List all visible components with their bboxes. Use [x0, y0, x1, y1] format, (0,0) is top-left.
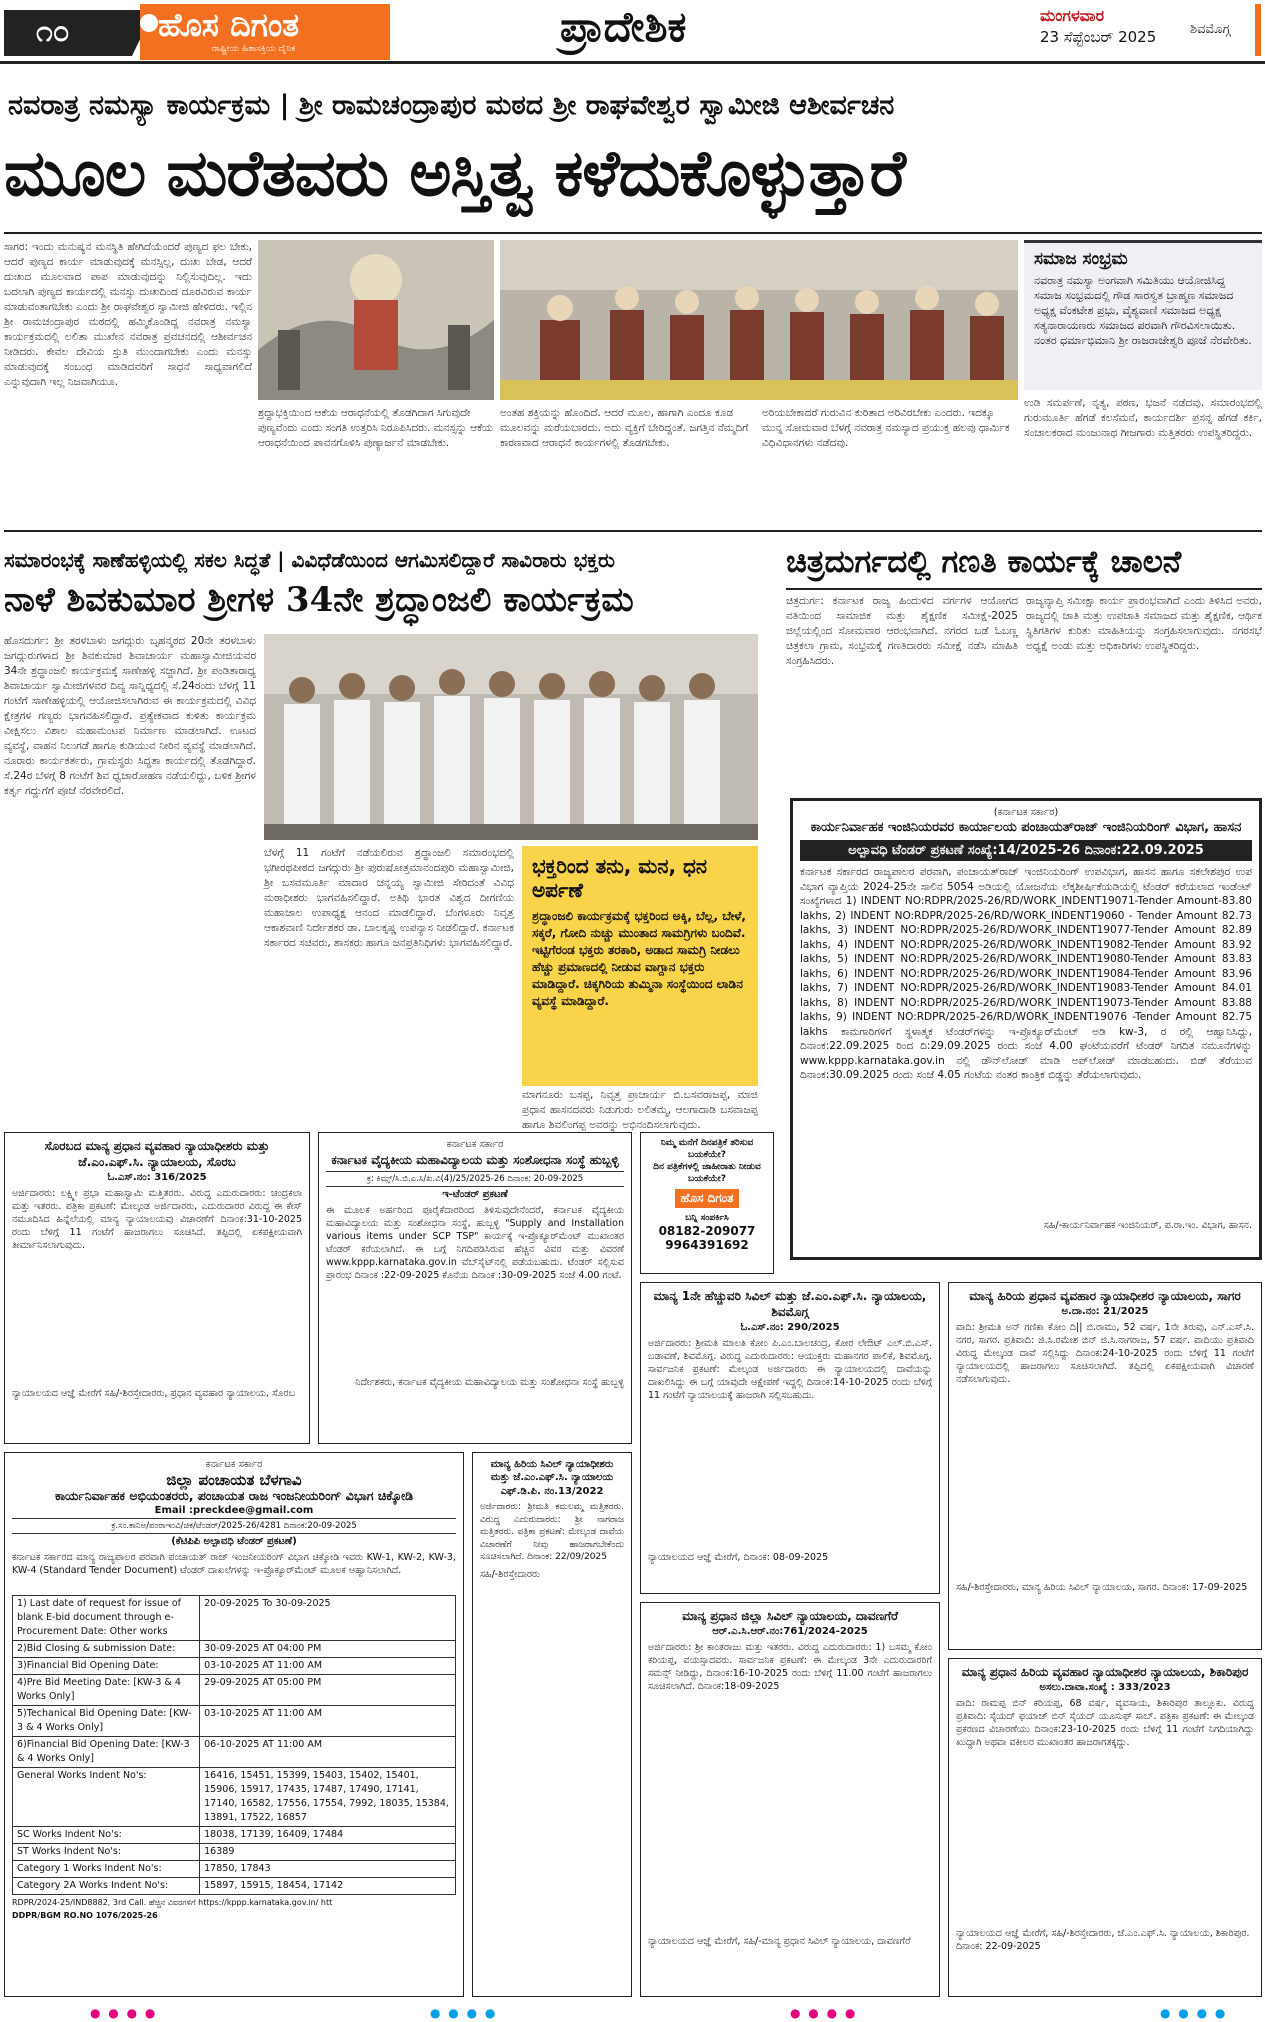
story2-highlight-box — [522, 846, 758, 1086]
notice-footnote: RDPR/2024-25/IND8882, 3rd Call. ಹೆಚ್ಚಿನ ವಿವರಗಳಿಗೆ https://kppp.karnataka.gov.in/ htt — [12, 1898, 333, 1907]
notice-case: ಓ.ಎಸ್.ನಂ: 316/2025 — [107, 1172, 207, 1183]
table-cell-value: 03-10-2025 AT 11:00 AM — [200, 1706, 456, 1737]
notice-body: ಈ ಮೂಲಕ ಅರ್ಹರಿಂದ ಪೂರೈಕೆದಾರರಿಂದ ತಿಳಿಸುವುದೇನೆಂದರೆ, ಕರ್ನಾಟಕ ವೈದ್ಯಕೀಯ ಮಹಾವಿದ್ಯಾಲಯ ಮತ್ತು ಸಂಶೋಧನಾ ಸಂಸ್ಥೆ, ಹುಬ್ಬಳ್ಳಿ "Supply and Installation various items under SCP TSP" ಕಾರ್ಯಕ್ಕೆ ಇ-ಪ್ರೊಕ್ಯೂರ್‌ಮೆಂಟ್ ಮುಖಾಂತರ ಟೆಂಡರ್ ಕರೆಯಲಾಗಿದೆ. ಈ ಬಗ್ಗೆ ನಿಗದಿಪಡಿಸಿರುವ ಹೆಚ್ಚಿನ ವಿವರ ಮತ್ತು ವಿವರಣೆ www.kppp.karnataka.gov.in ವೆಬ್‌ಸೈಟ್‌ನಲ್ಲಿ ಪಡೆಯಬಹುದು. ಟೆಂಡರ್ ಸಲ್ಲಿಸುವ ಪ್ರಾರಂಭ ದಿನಾಂಕ :22-09-2025 ಕೊನೆಯ ದಿನಾಂಕ :30-09-2025 ಸಂಜೆ 4.00 ಗಂಟೆ. — [326, 1205, 624, 1281]
divider — [786, 588, 1262, 590]
notice-signature: ಸಹಿ/-ಕಾರ್ಯನಿರ್ವಾಹಕ ಇಂಜಿನಿಯರ್, ಪ.ರಾ.ಇಂ. ವಿಭಾಗ, ಹಾಸನ. — [1043, 1220, 1252, 1231]
table-row — [13, 1861, 456, 1878]
ad-line-2: ದಿನ ಪತ್ರಿಕೆಗಳಲ್ಲಿ ಜಾಹೀರಾತು ನೀಡುವ ಬಯಕೆಯೇ? — [653, 1162, 761, 1184]
brand-name: ಹೊಸ ದಿಗಂತ — [158, 6, 300, 44]
ad-phone-2: 9964391692 — [665, 1238, 749, 1252]
table-row — [13, 1737, 456, 1768]
table-cell-value: 18038, 17139, 16409, 17484 — [200, 1827, 456, 1844]
notice-signature: ಸಹಿ/-ಶಿರಸ್ತೇದಾರರು, ಮಾನ್ಯ ಹಿರಿಯ ಸಿವಿಲ್ ನ್ಯಾಯಾಲಯ, ಸಾಗರ. ದಿನಾಂಕ: 17-09-2025 — [956, 1582, 1248, 1593]
date-label: 23 ಸೆಪ್ಟೆಂಬರ್ 2025 — [1040, 28, 1157, 46]
notice-case: ಓ.ಎಸ್.ನಂ: 290/2025 — [740, 1322, 840, 1333]
table-cell-label: 6)Financial Bid Opening Date: [KW-3 & 4 Works Only] — [13, 1737, 200, 1768]
date-block — [1040, 6, 1156, 46]
lamp-icon — [140, 14, 158, 32]
tender-schedule-table — [12, 1595, 456, 1895]
court-notice-shikaripura — [948, 1658, 1262, 1997]
notice-code: DDPR/BGM RO.NO 1076/2025-26 — [12, 1911, 158, 1920]
court-notice-davangere — [640, 1602, 940, 1997]
table-cell-value: 20-09-2025 To 30-09-2025 — [200, 1596, 456, 1641]
notice-gov: ಕರ್ನಾಟಕ ಸರ್ಕಾರ — [205, 1459, 263, 1470]
notice-title: ಸೊರಬದ ಮಾನ್ಯ ಪ್ರಧಾನ ವ್ಯವಹಾರ ನ್ಯಾಯಾಧೀಶರು ಮತ್ತು ಜೆ.ಎಂ.ಎಫ್.ಸಿ. ನ್ಯಾಯಾಲಯ, ಸೊರಬ — [44, 1139, 270, 1169]
court-notice-shivamogga — [640, 1282, 940, 1594]
notice-signature: ನಿರ್ದೇಶಕರು, ಕರ್ನಾಟಕ ವೈದ್ಯಕೀಯ ಮಹಾವಿದ್ಯಾಲಯ ಮತ್ತು ಸಂಶೋಧನಾ ಸಂಸ್ಥೆ ಹುಬ್ಬಳ್ಳಿ — [355, 1377, 624, 1388]
table-row — [13, 1827, 456, 1844]
table-cell-label: 5)Techanical Bid Opening Date: [KW-3 & 4 Works Only] — [13, 1706, 200, 1737]
table-cell-label: SC Works Indent No's: — [13, 1827, 200, 1844]
notice-ref: ಕ್ರ.ಸಂ.ಕಾನಿಅ/ಪಂರಾಇಂವಿ/ಚಿಕ/ಟೆಂಡರ್/2025-26/4281 ದಿನಾಂಕ:20-09-2025 — [12, 1518, 456, 1534]
district-label: ಶಿವಮೊಗ್ಗ — [1190, 22, 1231, 37]
day-label: ಮಂಗಳವಾರ — [1040, 6, 1105, 25]
notice-case: ಅಸಲು.ದಾವಾ.ಸಂಖ್ಯೆ : 333/2023 — [1039, 1682, 1171, 1693]
notice-title: ಕರ್ನಾಟಕ ವೈದ್ಯಕೀಯ ಮಹಾವಿದ್ಯಾಲಯ ಮತ್ತು ಸಂಶೋಧನಾ ಸಂಸ್ಥೆ ಹುಬ್ಬಳ್ಳಿ — [331, 1153, 619, 1167]
notice-body: ಅರ್ಜಿದಾರರು: ಶ್ರೀ ಕಾಂತರಾಜು ಮತ್ತು ಇತರರು. ವಿರುದ್ಧ ಎದುರುದಾರರು: 1) ಬಸಮ್ಮ ಕೋಂ ಕರಿಯಪ್ಪ, ವಯಸ್ಸಾದವರು. ಸಾರ್ವಜನಿಕ ಪ್ರಕಟಣೆ: ಈ ಮೇಲ್ಕಂಡ 3ನೇ ಎದುರುದಾರರಿಗೆ ಸಮನ್ಸ್ ನೀಡಿದ್ದು, ದಿನಾಂಕ:16-10-2025 ರಂದು ಬೆಳಿಗ್ಗೆ 11.00 ಗಂಟೆಗೆ ಹಾಜರಾಗಲು ಸೂಚಿಸಲಾಗಿದೆ. ದಿನಾಂಕ:18-09-2025 — [648, 1642, 932, 1692]
ad-brand: ಹೊಸ ದಿಗಂತ — [675, 1189, 740, 1208]
ad-line-3: ಬನ್ನಿ ಸಂಪರ್ಕಿಸಿ — [685, 1213, 729, 1223]
court-notice-sagar — [948, 1282, 1262, 1650]
story3-column-1: ಚಿತ್ರದುರ್ಗ: ಕರ್ನಾಟಕ ರಾಜ್ಯ ಹಿಂದುಳಿದ ವರ್ಗಗಳ ಆಯೋಗದ ವತಿಯಿಂದ ಸಾಮಾಜಿಕ ಮತ್ತು ಶೈಕ್ಷಣಿಕ ಸಮೀಕ್ಷೆ-2025 ಜಿಲ್ಲೆಯಲ್ಲಿಂದ ಸೋಮವಾರ ಆರಂಭವಾಗಿದೆ. ನಗರದ ಬಡೆ ಓಬಣ್ಣ ಚಿತ್ರಕಲಾ ಗ್ರಾಮ, ಸಂಭ್ರಮಕ್ಕೆ ಗಣತಿದಾರರು ಸಮೀಕ್ಷೆ ನಡೆಸಿ ಮಾಹಿತಿ ಸಂಗ್ರಹಿಸಿದರು. — [786, 595, 1018, 667]
notice-body: ಅರ್ಜಿದಾರರು: ಶ್ರೀಮತಿ ಕಮಲಮ್ಮ ಮತ್ತಿತರರು. ವಿರುದ್ಧ ಎದುರುದಾರರು: ಶ್ರೀ ನಾಗರಾಜ ಮತ್ತಿತರರು. ಪತ್ರಿಕಾ ಪ್ರಕಟಣೆ: ಮೇಲ್ಕಂಡ ದಾವೆಯ ವಿಚಾರಣೆಗೆ ನೀವು ಹಾಜರಾಗಬೇಕೆಂದು ಸೂಚಿಸಲಾಗಿದೆ. ದಿನಾಂಕ: 22/09/2025 — [480, 1502, 624, 1562]
table-cell-label: General Works Indent No's: — [13, 1768, 200, 1827]
story2-photo — [264, 634, 758, 840]
masthead — [0, 0, 1265, 64]
lead-column-4: ಅರಿಯಬೇಕಾದರೆ ಗುರುವಿನ ಕುರಿತಾದ ಅರಿವಿರಬೇಕು ಎಂದರು. ಇದಕ್ಕೂ ಮುನ್ನ ಸೋಮವಾರ ಬೆಳಗ್ಗೆ ನವರಾತ್ರ ನಮಸ್ಯಾದ ಪ್ರಯುಕ್ತ ಹಲವು ಧಾರ್ಮಿಕ ವಿಧಿವಿಧಾನಗಳು ನಡೆದವು. — [762, 407, 1010, 449]
table-row — [13, 1768, 456, 1827]
notice-subject: ಇ-ಟೆಂಡರ್ ಪ್ರಕಟಣೆ — [442, 1189, 508, 1200]
notice-office: ಕಾರ್ಯನಿರ್ವಾಹಕ ಅಭಿಯಂತರರು, ಪಂಚಾಯತ ರಾಜ ಇಂಜನೀಯರಿಂಗ್ ವಿಭಾಗ ಚಿಕ್ಕೋಡಿ — [54, 1488, 414, 1503]
newspaper-ad — [640, 1132, 774, 1274]
registration-marks: ● ● ● ● — [430, 2006, 498, 2020]
notice-subject: (ಕೆಟಿಪಿಪಿ ಅಲ್ಪಾವಧಿ ಟೆಂಡರ್ ಪ್ರಕಟಣೆ) — [171, 1536, 297, 1547]
notice-case: ಅ.ದಾ.ನಂ: 21/2025 — [1061, 1306, 1149, 1317]
story3-headline: ಚಿತ್ರದುರ್ಗದಲ್ಲಿ ಗಣತಿ ಕಾರ್ಯಕ್ಕೆ ಚಾಲನೆ — [786, 544, 1182, 580]
ad-line-1: ನಿಮ್ಮ ಮನೆಗೆ ದಿನಪತ್ರಿಕೆ ತರಿಸುವ ಬಯಕೆಯೇ? — [660, 1138, 754, 1160]
notice-title: ಮಾನ್ಯ ಹಿರಿಯ ಸಿವಿಲ್ ನ್ಯಾಯಾಧೀಶರು ಮತ್ತು ಜೆ.ಎಂ.ಎಫ್.ಸಿ. ನ್ಯಾಯಾಲಯ — [490, 1459, 614, 1483]
section-title: ಪ್ರಾದೇಶಿಕ — [560, 2, 687, 51]
registration-marks: ● ● ● ● — [790, 2006, 858, 2020]
table-row — [13, 1706, 456, 1737]
notice-body: ಕರ್ನಾಟಕ ಸರ್ಕಾರದ ರಾಜ್ಯಪಾಲರ ಪರವಾಗಿ, ಪಂಚಾಯತ್‌ರಾಜ್ ಇಂಜಿನಿಯರಿಂಗ್ ಉಪವಿಭಾಗ, ಹಾಸನ ಹಾಗೂ ಸಕಲೇಶಪುರ ಉಪ ವಿಭಾಗ ವ್ಯಾಪ್ತಿಯ 2024-25ನೇ ಸಾಲಿನ 5054 ಅಡಿಯಲ್ಲಿ ಯೋಜನೆಯ ಲೆಕ್ಕಶೀರ್ಷಿಕೆಯಡಿಯಲ್ಲಿ ಟೆಂಡರ್ ಕರೆಯಲಾದ ಇಂಡೆಂಟ್ ಸಂಖ್ಯೆಗಳಾದ 1) INDENT NO:RDPR/2025-26/RD/WORK_INDENT19071-Tender Amount-83.80 lakhs, 2) INDENT NO:RDPR/2025-26/RD/WORK_INDENT19060 - Tender Amount 82.73 lakhs, 3) INDENT NO:RDPR/2025-26/RD/WORK_INDENT19077-Tender Amount 82.89 lakhs, 4) INDENT NO:RDPR/2025-26/RD/WORK_INDENT19082-Tender Amount 83.92 lakhs, 5) INDENT NO:RDPR/2025-26/RD/WORK_INDENT19080-Tender Amount 83.83 lakhs, 6) INDENT NO:RDPR/2025-26/RD/WORK_INDENT19084-Tender Amount 83.96 lakhs, 7) INDENT NO:RDPR/2025-26/RD/WORK_INDENT19083-Tender Amount 84.01 lakhs, 8) INDENT NO:RDPR/2025-26/RD/WORK_INDENT19073-Tender Amount 83.88 lakhs, 9) INDENT NO:RDPR/2025-26/RD/WORK_INDENT19076 -Tender Amount 82.75 lakhs ಕಾಮಗಾರಿಗಳಿಗೆ ಸ್ಥಳಾತ್ಮಕ ಟೆಂಡರ್‌ಗಳನ್ನು ಇ-ಪ್ರೊಕ್ಯೂರ್‌ಮೆಂಟ್ ಅಡಿ kw-3, ರ ರಲ್ಲಿ ಆಹ್ವಾನಿಸಿದ್ದು, ದಿನಾಂಕ:22.09.2025 ರಿಂದ ದಿ:29.09.2025 ರಂದು ಸಂಜೆ 4.00 ಘಂಟೆಯವರೆಗೆ ಟೆಂಡರ್ ನಿಗದಿತ ನಮೂನೆಗಳನ್ನು www.kppp.karnataka.gov.in ನಲ್ಲಿ ಡೌನ್‌ಲೋಡ್ ಮಾಡಿ ಅಪ್‌ಲೋಡ್ ಮಾಡಬಹುದು. ಬಿಡ್ ತೆರೆಯುವ ದಿನಾಂಕ:30.09.2025 ರಂದು ಸಂಜೆ 4.05 ಗಂಟೆಯ ನಂತರ ಕಾಂತ್ರಿಕ ಬಿಡ್ಡನ್ನು ತೆರೆಯಲಾಗುವುದು. — [800, 866, 1252, 1081]
lead-column-3: ಅಂತಹ ಶಕ್ತಿಯನ್ನು ಹೊಂದಿದೆ. ಆದರೆ ಮೂಲ, ಹಾಗಾಗಿ ಎಂದೂ ಕೂಡ ಮೂಲವನ್ನು ಮರೆಯಬಾರದು. ಅದು ವ್ಯಕ್ತಿಗೆ ಬೇರಿದ್ದಂತೆ. ಜಗತ್ತಿನ ನೆಮ್ಮದಿಗೆ ಕಾರಣವಾದ ಆರಾಧನೆ ಕಾರ್ಯಗಳಲ್ಲಿ ತೊಡಗಬೇಕು. — [500, 407, 749, 449]
tender-notice-kims — [318, 1132, 632, 1444]
notice-body: ವಾದಿ: ಶ್ರೀಮತಿ ಅನ್ ಗಣಿಕಾ ಕೋಂ ದಿ|| ಬಿ.ರಾಮು, 52 ವರ್ಷ, 1ನೇ ತಿರುವು, ಎನ್.ಎಸ್.ಸಿ. ನಗರ, ಸಾಗರ. ಪ್ರತಿವಾದಿ: ಜಿ.ಸಿ.ರಮೇಶ ಬಿನ್ ಜಿ.ಸಿ.ನಾಗರಾಜ, 57 ವರ್ಷ. ವಾದಿಯು ಪ್ರತಿವಾದಿ ವಿರುದ್ಧ ಮೇಲ್ಕಂಡ ದಾವೆ ಸಲ್ಲಿಸಿದ್ದು ದಿನಾಂಕ:24-10-2025 ರಂದು ಬೆಳಿಗ್ಗೆ 11 ಗಂಟೆಗೆ ನ್ಯಾಯಾಲಯದಲ್ಲಿ ಹಾಜರಾಗಲು ಸೂಚಿಸಲಾಗಿದೆ. ತಪ್ಪಿದಲ್ಲಿ ಏಕಪಕ್ಷೀಯವಾಗಿ ವಿಚಾರಣೆ ನಡೆಸಲಾಗುವುದು. — [956, 1322, 1254, 1385]
notice-signature: ನ್ಯಾಯಾಲಯದ ಆಜ್ಞೆ ಮೇರೆಗೆ ಸಹಿ/-ಶಿರಸ್ತೇದಾರರು, ಪ್ರಧಾನ ವ್ಯವಹಾರ ನ್ಯಾಯಾಲಯ, ಸೊರಬ — [12, 1388, 296, 1399]
notice-title: ಮಾನ್ಯ ಹಿರಿಯ ಪ್ರಧಾನ ವ್ಯವಹಾರ ನ್ಯಾಯಾಧೀಶರ ನ್ಯಾಯಾಲಯ, ಸಾಗರ — [969, 1289, 1241, 1303]
notice-body: ವಾದಿ: ರಾಮಪ್ಪ ಬಿನ್ ಕರಿಯಪ್ಪ, 68 ವರ್ಷ, ವ್ಯವಸಾಯ, ಶಿಕಾರಿಪುರ ತಾಲ್ಲೂಕು. ವಿರುದ್ಧ ಪ್ರತಿವಾದಿ: ಸೈಯದ್ ಫಯಾಜ್ ಬಿನ್ ಸೈಯದ್ ಯೂಸುಫ್ ಸಾಬ್. ಪತ್ರಿಕಾ ಪ್ರಕಟಣೆ: ಈ ಮೇಲ್ಕಂಡ ಪ್ರಕರಣದ ವಿಚಾರಣೆಯು ದಿನಾಂಕ:23-10-2025 ರಂದು ಬೆಳಿಗ್ಗೆ 11 ಗಂಟೆಗೆ ನಿಗದಿಯಾಗಿದ್ದು ಖುದ್ದಾಗಿ ಅಥವಾ ವಕೀಲರ ಮುಖಾಂತರ ಹಾಜರಾಗತಕ್ಕದ್ದು. — [956, 1698, 1254, 1748]
table-cell-value: 03-10-2025 AT 11:00 AM — [200, 1658, 456, 1675]
divider — [4, 530, 1262, 532]
story2-box-text: ಶ್ರದ್ಧಾಂಜಲಿ ಕಾರ್ಯಕ್ರಮಕ್ಕೆ ಭಕ್ತರಿಂದ ಅಕ್ಕಿ, ಬೆಲ್ಲ, ಬೇಳೆ, ಸಕ್ಕರೆ, ಗೋದಿ ನುಚ್ಚು ಮುಂತಾದ ಸಾಮಗ್ರಿಗಳು ಬಂದಿವೆ. ಇಟ್ಟಿಗೆರಂಡ ಭಕ್ತರು ತರಕಾರಿ, ಅಡಾದ ಸಾಮಗ್ರಿ ನೀಡಲು ಹೆಚ್ಚು ಪ್ರಮಾಣದಲ್ಲಿ ನೀಡುವ ವಾಗ್ದಾನ ಭಕ್ತರು ಮಾಡಿದ್ದಾರೆ. ಚಿಕ್ಕಗಿರಿಯ ತುಮ್ಮಿನಾ ಸಂಸ್ಥೆಯಿಂದ ಲಾಡಿನ ವ್ಯವಸ್ಥೆ ಮಾಡಿದ್ದಾರೆ. — [532, 909, 746, 1008]
lead-photo-1 — [258, 240, 494, 400]
page-number-text: ೧೦ — [36, 14, 70, 49]
notice-title: ಜಿಲ್ಲಾ ಪಂಚಾಯತ ಬೆಳಗಾವಿ — [166, 1471, 302, 1489]
court-notice-small — [472, 1452, 632, 1997]
lead-photo-2 — [500, 240, 1018, 400]
tender-notice-belagavi — [4, 1452, 464, 1997]
table-row — [13, 1878, 456, 1895]
notice-signature: ನ್ಯಾಯಾಲಯದ ಆಜ್ಞೆ ಮೇರೆಗೆ, ಸಹಿ/-ಶಿರಸ್ತೇದಾರರು, ಜೆ.ಎಂ.ಎಫ್.ಸಿ. ನ್ಯಾಯಾಲಯ, ಶಿಕಾರಿಪುರ. ದಿನಾಂಕ: 22-09-2025 — [956, 1928, 1250, 1952]
table-cell-label: 3)Financial Bid Opening Date: — [13, 1658, 200, 1675]
table-cell-value: 16416, 15451, 15399, 15403, 15402, 15401, 15906, 15917, 17435, 17487, 17490, 17141, 17140, 16582, 17556, 17554, 7992, 18035, 15384, 13891, 17522, 16857 — [200, 1768, 456, 1827]
table-cell-label: 2)Bid Closing & submission Date: — [13, 1641, 200, 1658]
story2-kicker: ಸಮಾರಂಭಕ್ಕೆ ಸಾಣೆಹಳ್ಳಿಯಲ್ಲಿ ಸಕಲ ಸಿದ್ಧತೆ | ವಿವಿಧೆಡೆಯಿಂದ ಆಗಮಿಸಲಿದ್ದಾರೆ ಸಾವಿರಾರು ಭಕ್ತರು — [4, 548, 615, 572]
notice-body: ಕರ್ನಾಟಕ ಸರ್ಕಾರದ ಮಾನ್ಯ ರಾಜ್ಯಪಾಲರ ಪರವಾಗಿ ಪಂಚಾಯತ್ ರಾಜ್ ಇಂಜನೀಯರಿಂಗ್ ವಿಭಾಗ ಚಿಕ್ಕೋಡಿ ಇವರು KW-1, KW-2, KW-3, KW-4 (Standard Tender Document) ಟೆಂಡರ್ ದಾಖಲೆಗಳನ್ನು ಇ-ಪ್ರೊಕ್ಯೂರ್‌ಮೆಂಟ್ ಮೂಲಕ ಆಹ್ವಾನಿಸಲಾಗಿದೆ. — [12, 1552, 456, 1576]
notice-title: ಮಾನ್ಯ 1ನೇ ಹೆಚ್ಚುವರಿ ಸಿವಿಲ್ ಮತ್ತು ಜೆ.ಎಂ.ಎಫ್.ಸಿ. ನ್ಯಾಯಾಲಯ, ಶಿವಮೊಗ್ಗ — [653, 1289, 927, 1319]
registration-marks: ● ● ● ● — [90, 2006, 158, 2020]
lead-headline: ಮೂಲ ಮರೆತವರು ಅಸ್ತಿತ್ವ ಕಳೆದುಕೊಳ್ಳುತ್ತಾರೆ — [4, 136, 905, 211]
table-row — [13, 1641, 456, 1658]
story2-column-1: ಹೊಸದುರ್ಗ: ಶ್ರೀ ತರಳಬಾಳು ಜಗದ್ಗುರು ಬೃಹನ್ಮಠದ 20ನೇ ತರಳಬಾಳು ಜಗದ್ಗುರುಗಳಾದ ಶ್ರೀ ಶಿವಕುಮಾರ ಶಿವಾಚಾರ್ಯ ಮಹಾಸ್ವಾಮೀಜಿಯವರ 34ನೇ ಶ್ರದ್ಧಾಂಜಲಿ ಕಾರ್ಯಕ್ರಮಕ್ಕೆ ಸಾಣೇಹಳ್ಳಿ ಸಜ್ಜಾಗಿದೆ. ಶ್ರೀ ಪಂಡಿತಾರಾಧ್ಯ ಶಿವಾಚಾರ್ಯ ಸ್ವಾಮೀಜಿಗಳವರ ದಿವ್ಯ ಸಾನ್ನಿಧ್ಯದಲ್ಲಿ ಸೆ.24ರಂದು ಬೆಳಗ್ಗೆ 11 ಗಂಟೆಗೆ ಸಾಣೇಹಳ್ಳಿಯಲ್ಲಿ ಆಯೋಜಿಸಲಾಗಿರುವ ಈ ಕಾರ್ಯಕ್ರಮದಲ್ಲಿ ವಿವಿಧ ಕ್ಷೇತ್ರಗಳ ಗಣ್ಯರು ಭಾಗವಹಿಸಲಿದ್ದಾರೆ. ಪ್ರತ್ಯೇಕವಾದ ಕುಳಿತು ಕಾರ್ಯಕ್ರಮ ವೀಕ್ಷಿಸಲು ವಿಶಾಲ ಮಹಾಮಂಟಪ ನಿರ್ಮಾಣ ಮಾಡಲಾಗಿದೆ. ಊಟದ ವ್ಯವಸ್ಥೆ, ವಾಹನ ನಿಲುಗಡೆ ಹಾಗೂ ಕುಡಿಯುವ ನೀರಿನ ವ್ಯವಸ್ಥೆ ಮಾಡಲಾಗಿದೆ. ನೂರಾರು ಕಾರ್ಯಕರ್ತರು, ಗ್ರಾಮಸ್ಥರು ಸಿದ್ಧತಾ ಕಾರ್ಯದಲ್ಲಿ ತೊಡಗಿದ್ದಾರೆ. ಸೆ.24ರ ಬೆಳಗ್ಗೆ 8 ಗಂಟೆಗೆ ಶಿವ ಧ್ವಜಾರೋಹಣ ನಡೆಯಲಿದ್ದು, ಬಳಿಕ ಶ್ರೀಗಳ ಕರ್ತೃ ಗದ್ದುಗೆಗೆ ಪೂಜೆ ನೆರವೇರಲಿದೆ. — [4, 635, 256, 797]
story3-column-2: ರಾಜ್ಯವ್ಯಾಪ್ತಿ ಸಮೀಕ್ಷಾ ಕಾರ್ಯ ಪ್ರಾರಂಭವಾಗಿದೆ ಎಂದು ತಿಳಿಸಿದ ಅವರು, ರಾಜ್ಯದಲ್ಲಿ ಜಾತಿ ಮತ್ತು ಉಪಜಾತಿ ಸಮಾಜದ ಮತ್ತು ಶೈಕ್ಷಣಿಕ, ಆರ್ಥಿಕ ಸ್ಥಿತಿಗತಿಗಳ ಕುರಿತು ಮಾಹಿತಿಯನ್ನು ಸಂಗ್ರಹಿಸಲಾಗುವುದು. ನಗರಸಭೆ ಅಧ್ಯಕ್ಷೆ ಅಂಡು ಮತ್ತು ಅಧಿಕಾರಿಗಳು ಉಪಸ್ಥಿತರಿದ್ದರು. — [1026, 595, 1262, 652]
edge-bar — [1255, 4, 1261, 56]
notice-title: ಮಾನ್ಯ ಪ್ರಧಾನ ಹಿರಿಯ ವ್ಯವಹಾರ ನ್ಯಾಯಾಧೀಶರ ನ್ಯಾಯಾಲಯ, ಶಿಕಾರಿಪುರ — [961, 1665, 1249, 1679]
table-cell-value: 15897, 15915, 18454, 17142 — [200, 1878, 456, 1895]
sidebar-box-title: ಸಮಾಜ ಸಂಭ್ರಮ — [1034, 249, 1128, 269]
notice-signature: ನ್ಯಾಯಾಲಯದ ಆಜ್ಞೆ ಮೇರೆಗೆ, ದಿನಾಂಕ: 08-09-2025 — [648, 1552, 829, 1563]
table-cell-value: 06-10-2025 AT 11:00 AM — [200, 1737, 456, 1768]
story2-column-2: ಬೆಳಗ್ಗೆ 11 ಗಂಟೆಗೆ ನಡೆಯಲಿರುವ ಶ್ರದ್ಧಾಂಜಲಿ ಸಮಾರಂಭದಲ್ಲಿ ಭಗೀರಥಪೀಠದ ಜಗದ್ಗುರು ಶ್ರೀ ಪುರುಷೋತ್ತಮಾನಂದಪುರಿ ಮಹಾಸ್ವಾಮೀಜಿ, ಶ್ರೀ ಬಸವಮೂರ್ತಿ ಮಾದಾರ ಚನ್ನಯ್ಯ ಸ್ವಾಮೀಜಿ ಸೇರಿದಂತೆ ವಿವಿಧ ಮಠಾಧೀಶರು ಭಾಗವಹಿಸಲಿದ್ದಾರೆ. ಅತಿಥಿ ಭಾರತ ವಿಶ್ವದ ದೀಗಣಿಯ ಮಹಾಜಾಲ ಉಪಾಧ್ಯಕ್ಷ ಆನಂದ ಮಾಡಲಿದ್ದಾರೆ. ಬೆಂಗಳೂರು ನಿವೃತ್ತ ಆಕಾಶವಾಣಿ ನಿರ್ದೇಶಕರ ಡಾ. ಬಾಲಕೃಷ್ಣ ಉಪನ್ಯಾಸ ನೀಡಲಿದ್ದಾರೆ. ಕರ್ನಾಟಕ ಸರ್ಕಾರದ ಸಚಿವರು, ಶಾಸಕರು ಹಾಗೂ ಜನಪ್ರತಿನಿಧಿಗಳು ಭಾಗವಹಿಸಲಿದ್ದಾರೆ. — [264, 847, 514, 949]
notice-band: ಅಲ್ಪಾವಧಿ ಟೆಂಡರ್ ಪ್ರಕಟಣೆ ಸಂಖ್ಯೆ:14/2025-26 ದಿನಾಂಕ:22.09.2025 — [800, 840, 1252, 861]
lead-column-2: ಶ್ರದ್ಧಾಭಕ್ತಿಯಿಂದ ಆಕೆಯ ಆರಾಧನೆಯಲ್ಲಿ ತೊಡಗಿದಾಗ ಸಿಗುವುದೇ ಪುಣ್ಯವೆಂದು ಎಂದು ಸಂಗತಿ ಉತ್ತರಿಸಿ ನಿರೂಪಿಸಿದರು. ಮನಸ್ಸನ್ನು ಆಕೆಯ ಆರಾಧನೆಯಿಂದ ಪಾವನಗೊಳಿಸಿ ಪುಣ್ಯಾರ್ಜನೆ ಮಾಡಬೇಕು. — [258, 407, 494, 449]
story2-headline: ನಾಳೆ ಶಿವಕುಮಾರ ಶ್ರೀಗಳ 34ನೇ ಶ್ರದ್ಧಾಂಜಲಿ ಕಾರ್ಯಕ್ರಮ — [4, 580, 634, 620]
story2-box-title: ಭಕ್ತರಿಂದ ತನು, ಮನ, ಧನ ಅರ್ಪಣೆ — [532, 854, 708, 902]
notice-title: ಮಾನ್ಯ ಪ್ರಧಾನ ಜಿಲ್ಲಾ ಸಿವಿಲ್ ನ್ಯಾಯಾಲಯ, ದಾವಣಗೆರೆ — [682, 1609, 898, 1623]
notice-signature: ನ್ಯಾಯಾಲಯದ ಆಜ್ಞೆ ಮೇರೆಗೆ, ಸಹಿ/-ಮಾನ್ಯ ಪ್ರಧಾನ ಸಿವಿಲ್ ನ್ಯಾಯಾಲಯ, ದಾವಣಗೆರೆ — [648, 1936, 911, 1947]
table-cell-label: 1) Last date of request for issue of blank E-bid document through e-Procurement Date: Other works — [13, 1596, 200, 1641]
story2-column-3: ಮಾಗನೂರು ಬಸಪ್ಪ, ನಿವೃತ್ತ ಪ್ರಾಚಾರ್ಯ ಬಿ.ಬಸವರಾಜಪ್ಪ, ಮಾಜಿ ಪ್ರಧಾನ ಹಾಸನದವರು ನಿಡುಗುರು ಲಲಿತಮ್ಮ, ಆಲಗಾದಾಡಿ ಬಸವಾಜಪ್ಪ ಹಾಗೂ ಶಿವಲಿಂಗಪ್ಪ ಅವರನ್ನು ಅಭಿನಂದಿಸಲಾಗುವುದು. — [522, 1089, 758, 1131]
lead-kicker: ನವರಾತ್ರ ನಮಸ್ಯಾ ಕಾರ್ಯಕ್ರಮ | ಶ್ರೀ ರಾಮಚಂದ್ರಾಪುರ ಮಠದ ಶ್ರೀ ರಾಘವೇಶ್ವರ ಸ್ವಾಮೀಜಿ ಆಶೀರ್ವಚನ — [8, 90, 895, 121]
table-row — [13, 1675, 456, 1706]
notice-body: ಅರ್ಜಿದಾರರು: ಲಕ್ಷ್ಮೀ ಪ್ರಭಾ ಮಹಾಸ್ವಾಮಿ ಮತ್ತಿತರರು. ವಿರುದ್ಧ ಎದುರುದಾರರು: ಚಂದ್ರಕಲಾ ಮತ್ತು ಇತರರು. ಪತ್ರಿಕಾ ಪ್ರಕಟಣೆ: ಮೇಲ್ಕಂಡ ಅರ್ಜಿದಾರರು, ಎದುರುದಾರರ ವಿರುದ್ಧ ಈ ಕೇಸ್ ನಮೂದಿಸಿದ ಹಿನ್ನೆಲೆಯಲ್ಲಿ ಮಾನ್ಯ ನ್ಯಾಯಾಲಯವು ವಿಚಾರಣೆಗೆ ದಿನಾಂಕ:31-10-2025 ರಂದು ಬೆಳಿಗ್ಗೆ 11 ಗಂಟೆಗೆ ಹಾಜರಾಗಲು ಸೂಚಿಸಿದೆ. ತಪ್ಪಿದಲ್ಲಿ ಏಕಪಕ್ಷೀಯವಾಗಿ ತೀರ್ಮಾನಿಸಲಾಗುವುದು. — [12, 1188, 302, 1251]
notice-ref: ಕ್ರ: ಕಿಮ್ಸ್/ಸಿ.ಬಿ.ಎ.ಸಿ/ಖ.ವಿ(4)/25/2025-26 ದಿನಾಂಕ: 20-09-2025 — [326, 1171, 624, 1187]
notice-gov: (ಕರ್ನಾಟಕ ಸರ್ಕಾರ) — [993, 807, 1059, 818]
brand-logo — [140, 4, 390, 60]
tender-notice-hassan — [790, 798, 1262, 1260]
table-row — [13, 1658, 456, 1675]
sidebar-box-text: ನವರಾತ್ರ ನಮಸ್ಯಾ ಅಂಗವಾಗಿ ಸಮಿತಿಯು ಆಯೋಜಿಸಿದ್ದ ಸಮಾಜ ಸಂಭ್ರಮದಲ್ಲಿ ಗೌಡ ಸಾರಸ್ವತ ಬ್ರಾಹ್ಮಣ ಸಮಾಜದ ಅಧ್ಯಕ್ಷ ವೆಂಕಟೇಶ ಪ್ರಭು, ವೈಶ್ಯವಾಣಿ ಸಮಾಜದ ಅಧ್ಯಕ್ಷ ಸತ್ಯನಾರಾಯಣರು ಸಮಾಜದ ಪರವಾಗಿ ಗೌರವಿಸಲಾಯಿತು. ನಂತರ ಧರ್ಮಾಭಿಮಾನಿ ಶ್ರೀ ರಾಜರಾಜೇಶ್ವರಿ ಪೂಜೆ ನೆರವೇರಿತು. — [1034, 274, 1252, 347]
notice-gov: ಕರ್ನಾಟಕ ಸರ್ಕಾರ — [446, 1139, 504, 1150]
notice-case: ಆರ್.ಎ.ಸಿ.ಆರ್.ನಂ:761/2024-2025 — [712, 1626, 868, 1637]
notice-email: Email :preckdee@gmail.com — [154, 1505, 314, 1516]
notice-signature: ಸಹಿ/-ಶಿರಸ್ತೇದಾರರು — [480, 1568, 540, 1580]
court-notice-soraba — [4, 1132, 310, 1444]
ad-phone-1: 08182-209077 — [658, 1224, 756, 1238]
lead-column-5: ಉಡಿ ಸಮರ್ಪಣೆ, ನೃತ್ಯ, ಪಠಣ, ಭಜನೆ ನಡೆದವು. ಸಮಾರಂಭದಲ್ಲಿ ಗುರುಮೂರ್ತಿ ಹೆಗಡೆ ಕಲಸೆಮನೆ, ಕಾರ್ಯದರ್ಶಿ ಪ್ರಸನ್ನ ಹೆಗಡೆ ಕರ್ಕಿ, ಸಂಚಾಲಕರಾದ ಮಂಜುನಾಥ ಗೀಜಗಾರು ಮತ್ತಿತರರು ಉಪಸ್ಥಿತರಿದ್ದರು. — [1024, 397, 1262, 439]
table-cell-value: 16389 — [200, 1844, 456, 1861]
page-number — [4, 10, 132, 56]
table-cell-label: ST Works Indent No's: — [13, 1844, 200, 1861]
table-cell-label: 4)Pre Bid Meeting Date: [KW-3 & 4 Works Only] — [13, 1675, 200, 1706]
brand-tagline: ರಾಷ್ಟ್ರೀಯ ಹಿತಾಸಕ್ತಿಯ ದೈನಿಕ — [212, 44, 296, 54]
table-cell-label: Category 1 Works Indent No's: — [13, 1861, 200, 1878]
table-row — [13, 1844, 456, 1861]
table-cell-label: Category 2A Works Indent No's: — [13, 1878, 200, 1895]
registration-marks: ● ● ● ● — [1160, 2006, 1228, 2020]
notice-case: ಎಫ್.ಡಿ.ಪಿ. ನಂ.13/2022 — [500, 1486, 604, 1497]
divider — [4, 232, 1262, 234]
table-cell-value: 29-09-2025 AT 05:00 PM — [200, 1675, 456, 1706]
sidebar-box — [1024, 240, 1262, 390]
table-row — [13, 1596, 456, 1641]
notice-office: ಕಾರ್ಯನಿರ್ವಾಹಕ ಇಂಜಿನಿಯರವರ ಕಾರ್ಯಾಲಯ ಪಂಚಾಯತ್‌ರಾಜ್ ಇಂಜಿನಿಯರಿಂಗ್ ವಿಭಾಗ, ಹಾಸನ — [810, 820, 1242, 835]
notice-body: ಅರ್ಜಿದಾರರು: ಶ್ರೀಮತಿ ಮಾಲತಿ ಕೋಂ ಪಿ.ಎಂ.ಬಾಲಚಂದ್ರ, ಕೋರ ಲೇಔಟ್ ಎಲ್.ಬಿ.ಎಸ್. ಬಡಾವಣೆ, ಶಿವಮೊಗ್ಗ. ವಿರುದ್ಧ ಎದುರುದಾರರು: ಆಯುಕ್ತರು ಮಹಾನಗರ ಪಾಲಿಕೆ, ಶಿವಮೊಗ್ಗ. ಸಾರ್ವಜನಿಕ ಪ್ರಕಟಣೆ: ಮೇಲ್ಕಂಡ ಅರ್ಜಿದಾರರು ಈ ನ್ಯಾಯಾಲಯದಲ್ಲಿ ದಾವೆಯನ್ನು ದಾಖಲಿಸಿದ್ದು ಈ ಬಗ್ಗೆ ಯಾವುದೇ ಆಕ್ಷೇಪಣೆ ಇದ್ದಲ್ಲಿ ದಿನಾಂಕ:14-10-2025 ರಂದು ಬೆಳಿಗ್ಗೆ 11 ಗಂಟೆಗೆ ನ್ಯಾಯಾಲಯಕ್ಕೆ ಹಾಜರಾಗಿ ಸಲ್ಲಿಸಬಹುದು. — [648, 1338, 932, 1401]
lead-column-1: ಸಾಗರ: ಇಂದು ಮನುಷ್ಯನ ಮನಸ್ಥಿತಿ ಹೇಗಿದೆಯೆಂದರೆ ಪುಣ್ಯದ ಫಲ ಬೇಕು, ಆದರೆ ಪುಣ್ಯದ ಕಾರ್ಯ ಮಾಡುವುದಕ್ಕೆ ಮನಸ್ಸಿಲ್ಲ, ದುಃಖ ಬೇಡ, ಆದರೆ ದುಃಖದ ಮೂಲವಾದ ಪಾಪ ಮಾಡುವುದನ್ನು ನಿಲ್ಲಿಸುವುದಿಲ್ಲ. ಇದು ಬದಲಾಗಿ ಪುಣ್ಯದ ಕಾರ್ಯದಲ್ಲಿ ಮನಸ್ಸು ದುಃಖದಿಂದ ದೂರವಿರುವ ಕಾರ್ಯ ಮಾಡುವಂತಾಗಬೇಕು ಎಂದು ಶ್ರೀ ರಾಘವೇಶ್ವರ ಸ್ವಾಮೀಜಿ ಹೇಳಿದರು. ಇಲ್ಲಿನ ಶ್ರೀ ರಾಮಚಂದ್ರಾಪುರ ಮಠದಲ್ಲಿ ಹಮ್ಮಿಕೊಂಡಿದ್ದ ನವರಾತ್ರ ನಮಸ್ಯಾ ಕಾರ್ಯಕ್ರಮದಲ್ಲಿ ಲಲಿತಾ ಮುಖೇನ ನವರಾತ್ರ ಪ್ರವಚನದಲ್ಲಿ ಆಶೀರ್ವಚನ ನೀಡಿದರು. ಕೇವಲ ದೇವಿಯ ಸ್ತುತಿ ಮುಂದಾಗಬೇಕು ಎಂದು ಮನಸ್ಸು ಮಾಡುವುದಕ್ಕೆ ಸಂಬಂಧ ಮಾಡಿದವರಿಗೆ ಸಾಧನೆ ಸಾಧ್ಯವಾಗಲಿದೆ ಎನ್ನುವುದಾಗಿ ಇಲ್ಲ ನಿಜವಾಗಿಯೂ. — [4, 241, 252, 388]
table-cell-value: 30-09-2025 AT 04:00 PM — [200, 1641, 456, 1658]
table-cell-value: 17850, 17843 — [200, 1861, 456, 1878]
